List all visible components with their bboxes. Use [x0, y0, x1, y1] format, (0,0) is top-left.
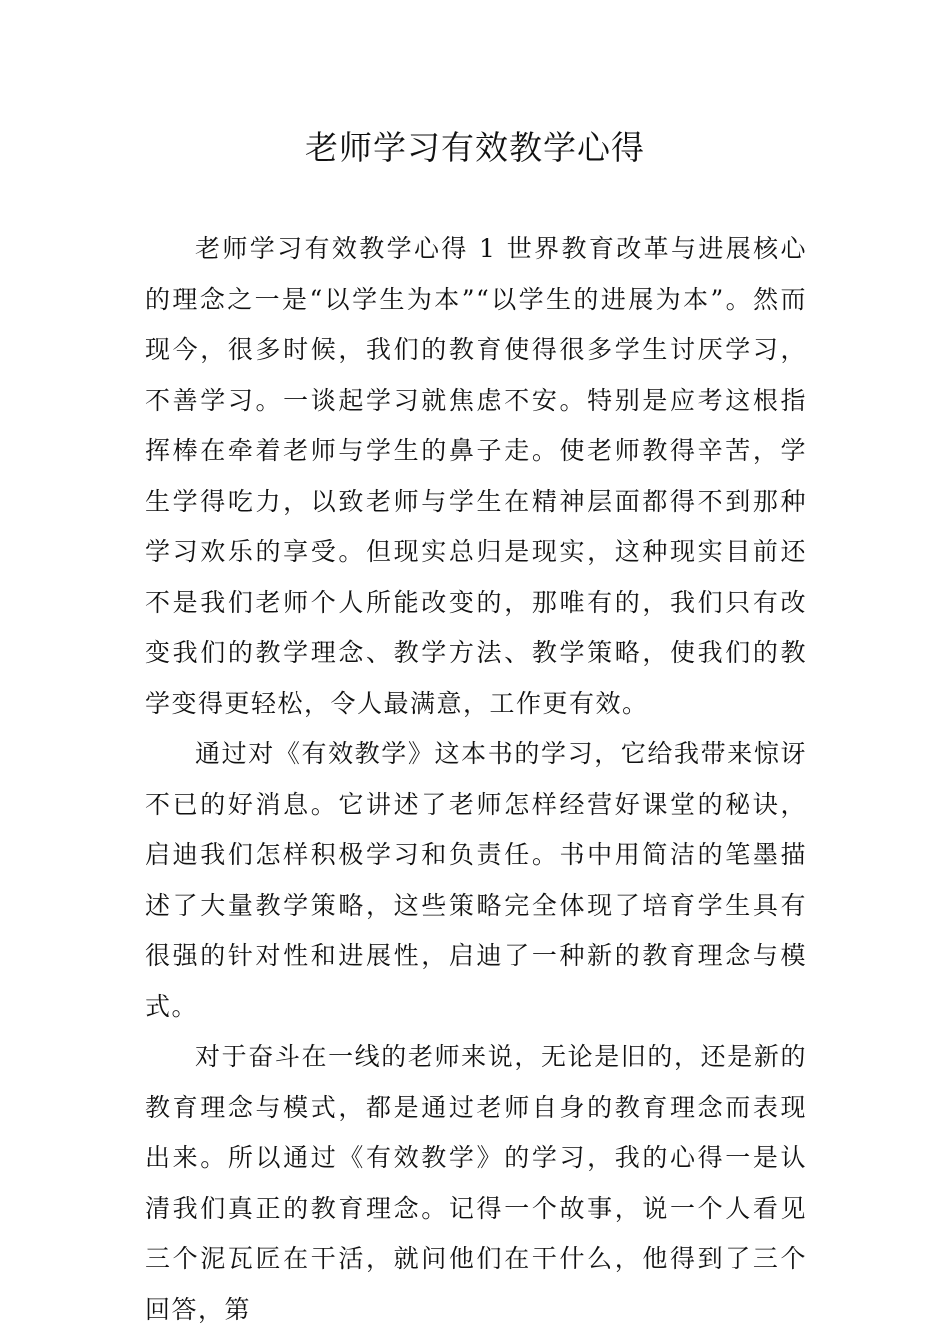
document-title: 老师学习有效教学心得	[305, 128, 645, 167]
paragraph-1: 老师学习有效教学心得 1 世界教育改革与进展核心的理念之一是“以学生为本”“以学生的进展为本”。然而现今，很多时候，我们的教育使得很多学生讨厌学习，不善学习。一谈起学习就焦虑不安。特别是应考这根指挥棒在牵着老师与学生的鼻子走。使老师教得辛苦，学生学得吃力，以致老师与学生在精神层面都得不到那种学习欢乐的享受。但现实总归是现实，这种现实目前还不是我们老师个人所能改变的，那唯有的，我们只有改变我们的教学理念、教学方法、教学策略，使我们的教学变得更轻松，令人最满意，工作更有效。	[145, 234, 808, 718]
paragraph-3: 对于奋斗在一线的老师来说，无论是旧的，还是新的教育理念与模式，都是通过老师自身的教育理念而表现出来。所以通过《有效教学》的学习，我的心得一是认清我们真正的教育理念。记得一个故事，说一个人看见三个泥瓦匠在干活，就问他们在干什么，他得到了三个回答，第	[145, 1042, 807, 1324]
document-body	[145, 224, 807, 1335]
paragraph-2: 通过对《有效教学》这本书的学习，它给我带来惊讶不已的好消息。它讲述了老师怎样经营好课堂的秘诀，启迪我们怎样积极学习和负责任。书中用简洁的笔墨描述了大量教学策略，这些策略完全体现了培育学生具有很强的针对性和进展性，启迪了一种新的教育理念与模式。	[145, 739, 807, 1021]
